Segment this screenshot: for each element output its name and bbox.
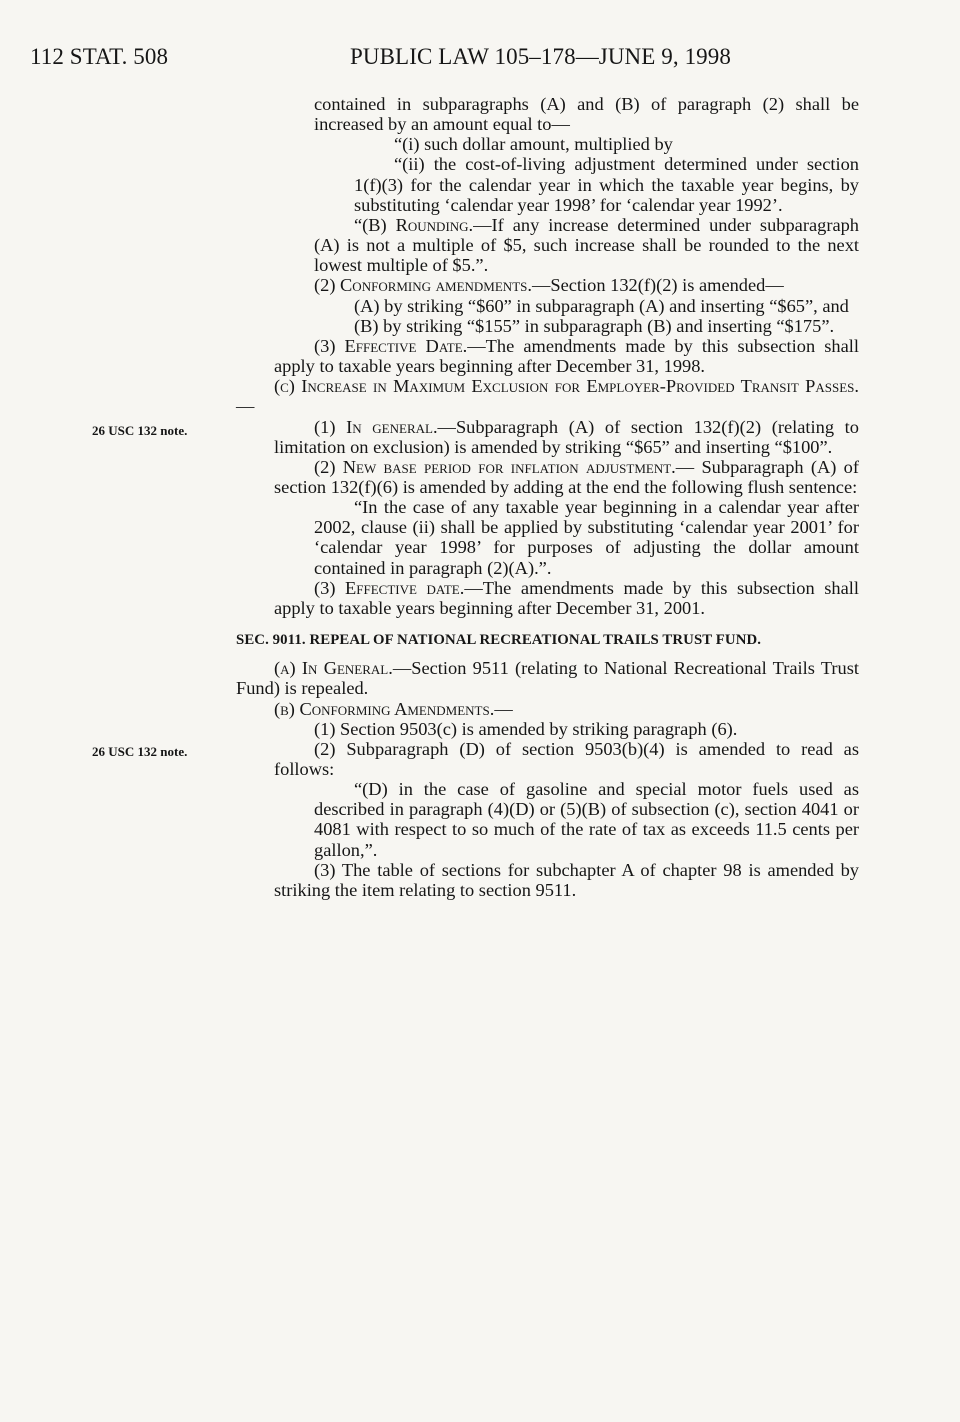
subparagraph-b-heading: “(B) Rounding. bbox=[354, 214, 474, 235]
margin-note-usc-1: 26 USC 132 note. bbox=[92, 423, 188, 438]
subsection-c-heading-line bbox=[236, 376, 859, 416]
subsection-c-paragraph-3-text: —The amendments made by this subsection shall apply to taxable years beginning after December 31, 2001. bbox=[274, 577, 860, 618]
paragraph-continuation: contained in subparagraphs (A) and (B) of paragraph (2) shall be increased by an amount equal to— bbox=[314, 94, 859, 135]
subsection-c-paragraph-1-text: —Subparagraph (A) of section 132(f)(2) (relating to limitation on exclusion) is amended by striking “$65” and inserting “$100”. bbox=[274, 416, 859, 457]
section-subsection-b bbox=[236, 699, 859, 719]
section-subsection-b-dash: — bbox=[494, 698, 513, 719]
running-header bbox=[0, 44, 960, 80]
subsection-c-paragraph-2-heading: (2) New base period for inflation adjustment. bbox=[314, 456, 676, 477]
subparagraph-b-text: —If any increase determined under subparagraph (A) is not a multiple of $5, such increase shall be rounded to the next lowest multiple of $5.”. bbox=[314, 214, 859, 276]
subsection-c-paragraph-3 bbox=[236, 578, 859, 618]
paragraph-2-heading: (2) Conforming amendments. bbox=[314, 275, 532, 296]
clause-ii: “(ii) the cost-of-living adjustment determined under section 1(f)(3) for the calendar year in which the taxable year begins, by substituting ‘calendar year 1998’ for ‘calendar year 1992’. bbox=[354, 154, 859, 215]
quoted-subparagraph-d: “(D) in the case of gasoline and special motor fuels used as described in paragraph (4)(D) or (5)(B) of subsection (c), section 4041 or 4081 with respect to so much of the rate of tax as exceeds 11.5 cents per gallon,”. bbox=[314, 779, 859, 860]
margin-note-usc-2: 26 USC 132 note. bbox=[92, 744, 188, 759]
paragraph-3-text: —The amendments made by this subsection shall apply to taxable years beginning after December 31, 1998. bbox=[274, 335, 859, 377]
subsection-c-paragraph-2 bbox=[236, 457, 859, 497]
section-subsection-a-text: —Section 9511 (relating to National Recreational Trails Trust Fund) is repealed. bbox=[236, 658, 859, 699]
item-a-striking: (A) by striking “$60” in subparagraph (A) and inserting “$65”, and bbox=[354, 295, 849, 316]
subparagraph-b-rounding bbox=[236, 215, 859, 275]
subsection-c-paragraph-1 bbox=[236, 417, 859, 457]
stat-page-number: 112 STAT. 508 bbox=[30, 44, 169, 69]
section-b-paragraph-3: (3) The table of sections for subchapter A of chapter 98 is amended by striking the item relating to section 9511. bbox=[274, 859, 859, 900]
section-subsection-a-heading: (a) In General. bbox=[274, 658, 393, 679]
subsection-c-paragraph-1-heading: (1) In general. bbox=[314, 416, 438, 437]
paragraph-2-conforming bbox=[236, 275, 859, 295]
public-law-title: PUBLIC LAW 105–178—JUNE 9, 1998 bbox=[350, 44, 731, 69]
subsection-c-heading: (c) Increase in Maximum Exclusion for Employer-Provided Transit Passes. bbox=[274, 376, 859, 397]
paragraph-3-heading: (3) Effective Date. bbox=[314, 335, 468, 356]
section-subsection-b-heading: (b) Conforming Amendments. bbox=[274, 698, 495, 719]
section-b-paragraph-2: (2) Subparagraph (D) of section 9503(b)(4) is amended to read as follows: bbox=[274, 738, 859, 779]
section-heading: SEC. 9011. REPEAL OF NATIONAL RECREATIONAL TRAILS TRUST FUND. bbox=[236, 632, 762, 649]
subsection-c-paragraph-2-text: — Subparagraph (A) of section 132(f)(6) is amended by adding at the end the following flush sentence: bbox=[274, 456, 859, 497]
clause-i: “(i) such dollar amount, multiplied by bbox=[394, 134, 673, 155]
subsection-c-dash: — bbox=[236, 396, 255, 417]
flush-sentence: “In the case of any taxable year beginning in a calendar year after 2002, clause (ii) shall be applied by substituting ‘calendar year 2001’ for ‘calendar year 1998’ for purposes of adjusting the dollar amount contained in paragraph (2)(A).”. bbox=[314, 497, 859, 578]
section-b-paragraph-1: (1) Section 9503(c) is amended by striking paragraph (6). bbox=[314, 718, 738, 739]
statute-body bbox=[236, 94, 859, 900]
section-subsection-a bbox=[236, 658, 859, 698]
item-b-striking: (B) by striking “$155” in subparagraph (B) and inserting “$175”. bbox=[354, 315, 835, 336]
paragraph-3-effective-date bbox=[236, 336, 859, 376]
subsection-c-paragraph-3-heading: (3) Effective date. bbox=[314, 577, 465, 598]
paragraph-2-text: —Section 132(f)(2) is amended— bbox=[531, 275, 784, 296]
